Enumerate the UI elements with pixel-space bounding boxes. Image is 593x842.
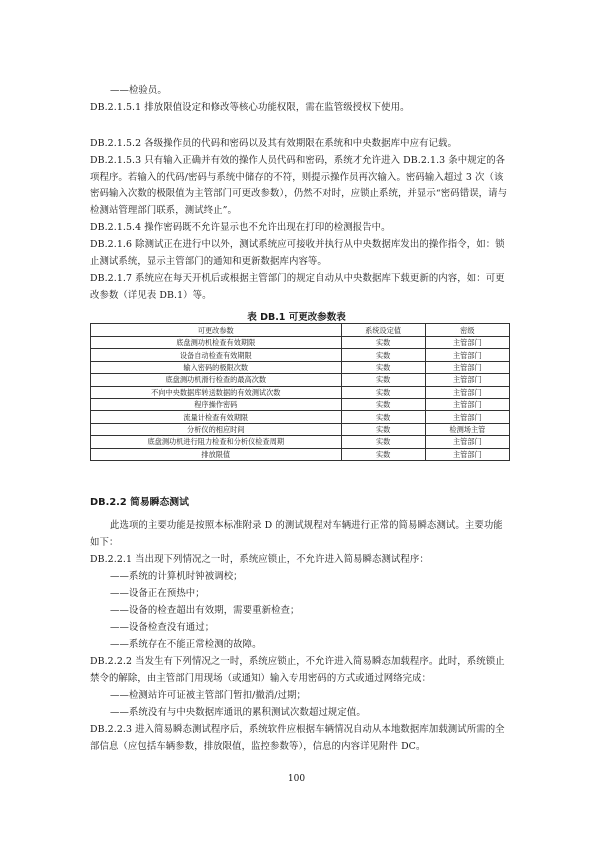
paragraph: DB.2.1.5.2 各级操作员的代码和密码以及其有效期限在系统和中央数据库中应有记载。 xyxy=(90,138,457,149)
list-item: ——设备检查没有通过； xyxy=(110,622,215,633)
table-header-row xyxy=(91,324,510,337)
table-row xyxy=(91,374,510,386)
table-cell: 排放限值 xyxy=(91,448,342,460)
table-cell: 主管部门 xyxy=(425,361,509,373)
paragraph: DB.2.2.2 当发生有下列情况之一时，系统应锁止，不允许进入简易瞬态加载程序。此时，系统锁止禁令的解除，由主管部门用现场（或通知）输入专用密码的方式或通过网络完成： xyxy=(90,656,505,684)
column-header: 密级 xyxy=(425,324,509,337)
table-cell: 实数 xyxy=(341,423,425,435)
paragraph: DB.2.1.5.3 只有输入正确并有效的操作人员代码和密码，系统才允许进入 DB.2.1.3 条中规定的各项程序。若输入的代码/密码与系统中储存的不符，则提示操作员再次输入。密码输入超过 3 次（该密码输入次数的极限值为主管部门可更改参数），仍然不对时，应锁止系统，并显示“密码错误，请与检测站管理部门联系，测试终止”。 xyxy=(90,155,508,216)
table-row xyxy=(91,436,510,448)
table-cell: 实数 xyxy=(341,448,425,460)
paragraph: DB.2.1.6 除测试正在进行中以外，测试系统应可接收并执行从中央数据库发出的操作指令，如：锁止测试系统，显示主管部门的通知和更新数据库内容等。 xyxy=(90,239,505,267)
table-cell: 输入密码的极限次数 xyxy=(91,361,342,373)
section-heading: DB.2.2 简易瞬态测试 xyxy=(90,497,189,508)
table-cell: 主管部门 xyxy=(425,398,509,410)
paragraph: DB.2.2.1 当出现下列情况之一时，系统应锁止，不允许进入简易瞬态测试程序： xyxy=(90,554,429,565)
table-cell: 检测场主管 xyxy=(425,423,509,435)
list-item: ——系统存在不能正常检测的故障。 xyxy=(110,639,262,650)
paragraph: 此选项的主要功能是按照本标准附录 D 的测试规程对车辆进行正常的简易瞬态测试。主要功能如下： xyxy=(90,520,503,548)
paragraph: DB.2.1.5.1 排放限值设定和修改等核心功能权限，需在监管级授权下使用。 xyxy=(90,102,410,113)
column-header: 可更改参数 xyxy=(91,324,342,337)
table-cell: 主管部门 xyxy=(425,349,509,361)
table-cell: 主管部门 xyxy=(425,374,509,386)
table-cell: 分析仪的相应时间 xyxy=(91,423,342,435)
table-cell: 实数 xyxy=(341,337,425,349)
table-row xyxy=(91,398,510,410)
table-row xyxy=(91,411,510,423)
table-cell: 底盘测功机检查有效期限 xyxy=(91,337,342,349)
table-cell: 实数 xyxy=(341,374,425,386)
table-cell: 实数 xyxy=(341,411,425,423)
table-row xyxy=(91,361,510,373)
paragraph: DB.2.2.3 进入简易瞬态测试程序后，系统软件应根据车辆情况自动从本地数据库加载测试所需的全部信息（应包括车辆参数，排放限值，监控参数等），信息的内容详见附件 DC。 xyxy=(90,724,505,752)
table-row xyxy=(91,423,510,435)
list-item: ——检验员。 xyxy=(110,85,167,96)
table-row xyxy=(91,337,510,349)
parameter-table xyxy=(90,323,510,461)
page-number: 100 xyxy=(287,774,306,784)
list-item: ——设备正在预热中； xyxy=(110,588,205,599)
table-cell: 程序操作密码 xyxy=(91,398,342,410)
list-item: ——设备的检查超出有效期，需要重新检查； xyxy=(110,605,300,616)
table-cell: 实数 xyxy=(341,349,425,361)
column-header: 系统设定值 xyxy=(341,324,425,337)
table-row xyxy=(91,349,510,361)
paragraph: DB.2.1.7 系统应在每天开机后或根据主管部门的规定自动从中央数据库下载更新的内容，如：可更改参数（详见表 DB.1）等。 xyxy=(90,273,505,301)
table-cell: 主管部门 xyxy=(425,411,509,423)
table-cell: 底盘测功机进行阻力检查和分析仪检查周期 xyxy=(91,436,342,448)
table-cell: 主管部门 xyxy=(425,436,509,448)
table-row xyxy=(91,448,510,460)
table-row xyxy=(91,386,510,398)
table-cell: 底盘测功机滑行检查的最高次数 xyxy=(91,374,342,386)
table-cell: 主管部门 xyxy=(425,337,509,349)
table-cell: 实数 xyxy=(341,386,425,398)
table-cell: 主管部门 xyxy=(425,448,509,460)
table-cell: 实数 xyxy=(341,361,425,373)
table-caption: 表 DB.1 可更改参数表 xyxy=(247,312,346,323)
table-cell: 不向中央数据库转送数据的有效测试次数 xyxy=(91,386,342,398)
list-item: ——系统没有与中央数据库通讯的累积测试次数超过规定值。 xyxy=(110,707,366,718)
paragraph: DB.2.1.5.4 操作密码既不允许显示也不允许出现在打印的检测报告中。 xyxy=(90,222,391,233)
table-cell: 主管部门 xyxy=(425,386,509,398)
list-item: ——系统的计算机时钟被调校； xyxy=(110,571,243,582)
table-cell: 流量计检查有效期限 xyxy=(91,411,342,423)
table-cell: 实数 xyxy=(341,436,425,448)
table-cell: 实数 xyxy=(341,398,425,410)
table-cell: 设备自动检查有效期限 xyxy=(91,349,342,361)
list-item: ——检测站许可证被主管部门暂扣/撤消/过期； xyxy=(110,690,307,701)
